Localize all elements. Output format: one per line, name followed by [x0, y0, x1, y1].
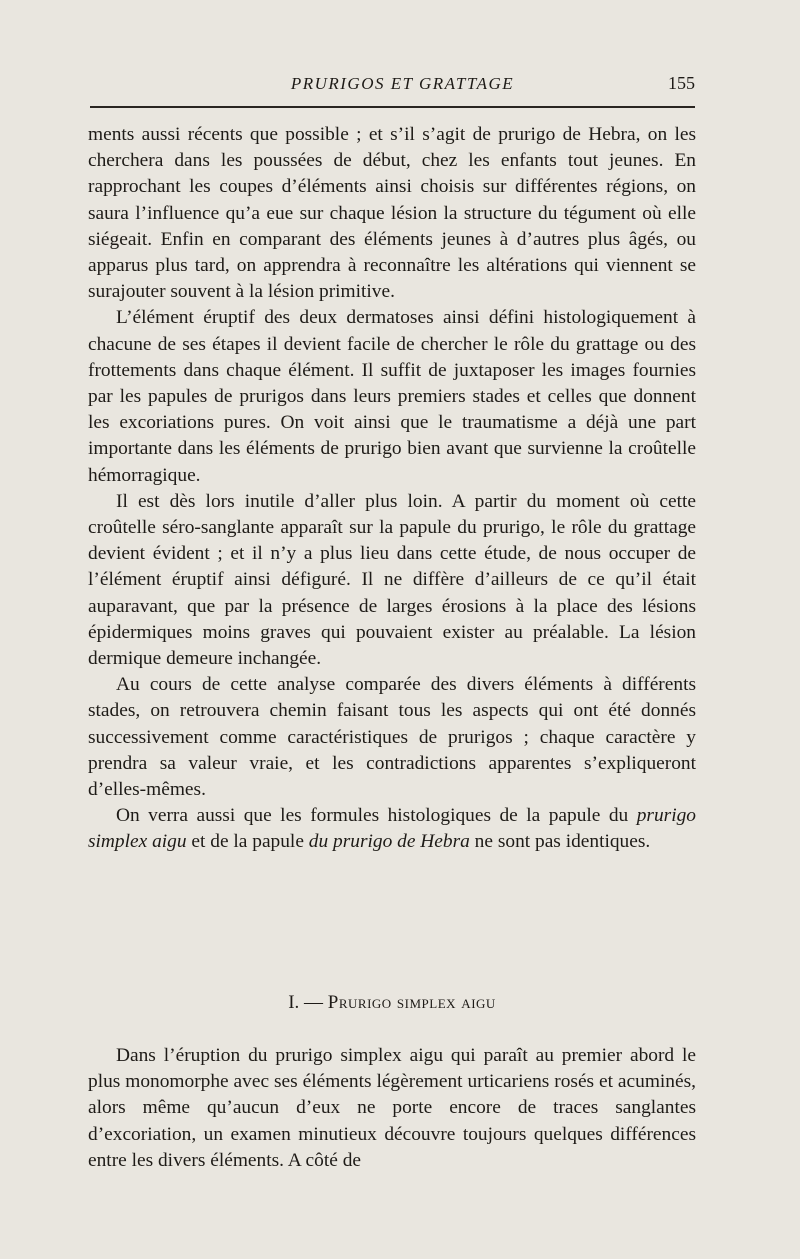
header-rule [90, 106, 695, 108]
running-title: PRURIGOS ET GRATTAGE [290, 74, 515, 93]
paragraph-2: L’élément éruptif des deux dermatoses ainsi défini histologiquement à chacune de ses étapes il devient facile de chercher le rôle du grattage ou des frottements dans chaque élément. Il suffit de juxtaposer les images fournies par les papules de prurigos dans leurs premiers stades et celles que donnent les excoriations pures. On voit ainsi que le traumatisme a déjà une part importante dans les éléments de prurigo bien avant que survienne la croûtelle hémorragique. [88, 307, 696, 486]
paragraph-3: Il est dès lors inutile d’aller plus loin. A partir du moment où cette croûtelle séro-sanglante apparaît sur la papule du prurigo, le rôle du grattage devient évident ; et il n’y a plus lieu dans cette étude, de nous occuper de l’élément éruptif ainsi défiguré. Il ne diffère d’ailleurs de ce qu’il était auparavant, que par la présence de larges érosions à la place des lésions épidermiques moins graves qui pouvaient exister au préalable. La lésion dermique demeure inchangée. [88, 490, 696, 670]
section-paragraph-1: Dans l’éruption du prurigo simplex aigu qui paraît au premier abord le plus monomorphe avec ses éléments légèrement urticariens rosés et acuminés, alors même qu’aucun d’eux ne porte encore de traces sanglantes d’excoriation, un examen minutieux découvre toujours quelques différences entre les divers éléments. A côté de [88, 1045, 696, 1171]
paragraph-5-part-a: On verra aussi que les formules histologiques de la papule du [116, 805, 637, 827]
section-heading [88, 992, 696, 1014]
paragraph-4: Au cours de cette analyse comparée des divers éléments à différents stades, on retrouvera chemin faisant tous les aspects qui ont été donnés successivement comme caractéristiques de prurigos ; chaque caractère y prendra sa valeur vraie, et les contradictions apparentes s’expliqueront d’elles-mêmes. [88, 674, 696, 801]
body-text [88, 122, 696, 856]
page-header [90, 70, 695, 100]
paragraph-5-part-b: et de la papule [186, 831, 309, 853]
page-number: 155 [668, 73, 695, 93]
paragraph-5 [88, 803, 696, 855]
section-number: I. — [288, 992, 324, 1013]
section-title: Prurigo simplex aigu [327, 992, 496, 1013]
paragraph-5-emphasis-2: du prurigo de Hebra [308, 831, 470, 853]
section-body [88, 1043, 696, 1174]
paragraph-1: ments aussi récents que possible ; et s’il s’agit de prurigo de Hebra, on les cherchera dans les poussées de début, chez les enfants tout jeunes. En rapprochant les coupes d’éléments ainsi choisis sur différentes régions, on saura l’influence qu’a eue sur chaque lésion la structure du tégument où elle siégeait. Enfin en comparant des éléments jeunes à d’autres plus âgés, ou apparus plus tard, on apprendra à reconnaître les altérations qui viennent se surajouter souvent à la lésion primitive. [88, 124, 696, 303]
paragraph-5-emphasis-1: prurigo simplex aigu [88, 805, 696, 853]
paragraph-5-part-c: ne sont pas identiques. [469, 831, 651, 853]
